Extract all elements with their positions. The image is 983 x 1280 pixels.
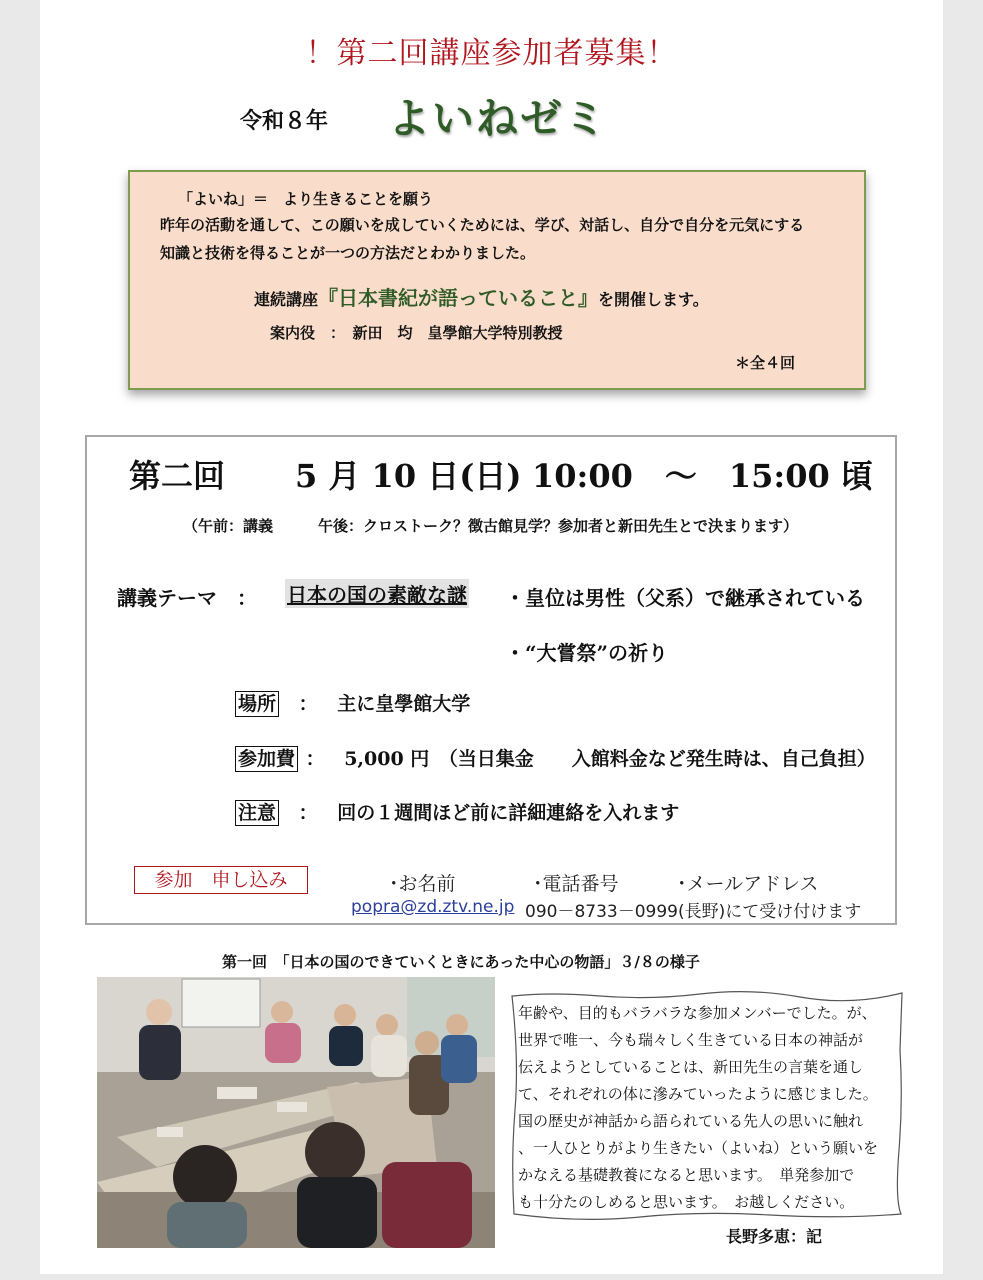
series-prefix: 連続講座 [254, 290, 319, 309]
apply-label: 参加 申し込み [134, 866, 308, 894]
report-note [510, 990, 905, 1220]
report-line: て、それぞれの体に滲みていったように感じました。 [518, 1085, 878, 1103]
series-suffix: を開催します。 [598, 290, 709, 309]
report-line: 世界で唯一、今も瑞々しく生きている日本の神話が [518, 1031, 864, 1049]
report-caption: 第一回 「日本の国のできていくときにあった中心の物語」３/８の様子 [222, 953, 700, 971]
report-line: 伝えようとしていることは、新田先生の言葉を通し [518, 1058, 864, 1076]
notice-label: 注意 [235, 800, 279, 826]
series-line [254, 282, 709, 311]
event-date: 5 月 10 日(日) [295, 457, 522, 495]
report-signature: 長野多恵：記 [726, 1227, 823, 1246]
notice-colon: ： [298, 802, 318, 824]
required-email: ･メールアドレス [677, 873, 819, 895]
theme-topic: 日本の国の素敵な謎 [285, 579, 469, 608]
report-text [518, 1000, 898, 1216]
series-title: 『日本書紀が語っていること』 [318, 286, 599, 310]
total-sessions: ＊全４回 [735, 354, 796, 372]
required-phone: ･電話番号 [533, 873, 619, 895]
guide-line: 案内役 ： 新田 均 皇學館大学特別教授 [270, 324, 563, 342]
report-line: 、一人ひとりがより生きたい（よいね）という願いを [518, 1139, 879, 1157]
venue-value: 主に皇學館大学 [337, 693, 471, 715]
intro-line-1: 「よいね」＝ より生きることを願う [178, 190, 434, 208]
contact-email-link[interactable]: popra@zd.ztv.ne.jp [351, 897, 515, 917]
session-photo [97, 977, 495, 1248]
report-line: かなえる基礎教養になると思います。 単発参加で [518, 1166, 855, 1184]
fee-label: 参加費 [235, 746, 298, 772]
notice-value: 回の１週間ほど前に詳細連絡を入れます [337, 802, 680, 824]
era-label: 令和８年 [240, 108, 329, 134]
notice-row [235, 798, 679, 825]
fee-colon: ： [305, 748, 325, 770]
intro-line-2: 昨年の活動を通して、この願いを成していくためには、学び、対話し、自分で自分を元気にする [160, 216, 805, 234]
fee-row [235, 744, 876, 771]
venue-colon: ： [298, 693, 318, 715]
headline: ！第二回講座参加者募集！ [305, 36, 678, 71]
venue-label: 場所 [235, 691, 279, 717]
event-time: 10:00 ～ 15:00 頃 [532, 457, 873, 495]
required-name: ･お名前 [389, 873, 456, 895]
flyer-page [40, 0, 943, 1274]
fee-value: 5,000 円 （当日集金 入館料金など発生時は、自己負担） [344, 748, 876, 770]
event-round: 第二回 [129, 457, 226, 495]
schedule-note: （午前：講義 午後：クロストーク？徴古館見学？参加者と新田先生とで決まります） [183, 517, 799, 535]
theme-label: 講義テーマ ： [117, 586, 257, 610]
event-details-box [85, 435, 897, 925]
report-line: 年齢や、目的もバラバラな参加メンバーでした。が、 [518, 1004, 877, 1022]
theme-bullet-1: ・皇位は男性（父系）で継承されている [505, 586, 865, 610]
theme-bullet-2: ・“大嘗祭”の祈り [505, 641, 669, 665]
report-line: 国の歴史が神話から語られている先人の思いに触れ [518, 1112, 864, 1130]
intro-box [128, 170, 866, 390]
report-line: も十分たのしめると思います。 お越しください。 [518, 1193, 855, 1211]
contact-phone-text: 090－8733－0999(長野)にて受け付けます [525, 902, 862, 922]
venue-row [235, 689, 470, 716]
intro-line-3: 知識と技術を得ることが一つの方法だとわかりました。 [160, 244, 536, 262]
brand-title: よいねゼミ [388, 94, 609, 143]
